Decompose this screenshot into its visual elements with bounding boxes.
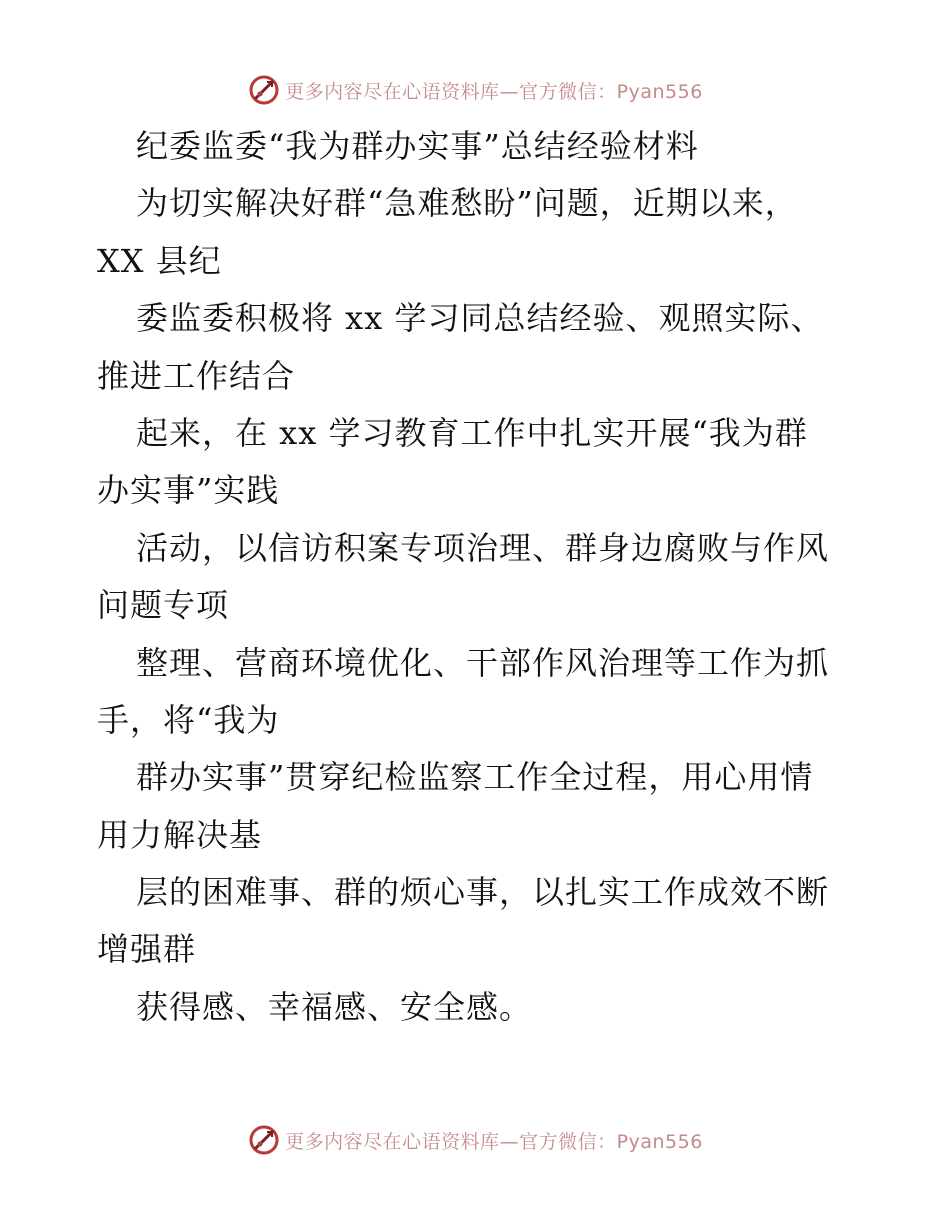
text-line: 办实事”实践 (97, 471, 280, 510)
text-line: 活动，以信访积案专项治理、群身边腐败与作风 (136, 528, 830, 567)
banner-text: 更多内容尽在心语资料库—官方微信：Pyan556 (285, 1130, 703, 1153)
text-line: 获得感、幸福感、安全感。 (136, 987, 533, 1026)
text-line: 推进工作结合 (97, 356, 296, 395)
text-line: 为切实解决好群“急难愁盼”问题，近期以来， (136, 184, 798, 223)
pen-circle-logo-icon (247, 73, 281, 107)
text-line: 群办实事”贯穿纪检监察工作全过程，用心用情 (136, 758, 814, 797)
text-line: 层的困难事、群的烦心事，以扎实工作成效不断 (136, 873, 830, 912)
footer-banner (0, 1120, 950, 1160)
text-line: 整理、营商环境优化、干部作风治理等工作为抓 (136, 643, 830, 682)
document-body (97, 118, 887, 1036)
text-line: 问题专项 (97, 586, 230, 625)
banner-text: 更多内容尽在心语资料库—官方微信：Pyan556 (285, 80, 703, 103)
header-banner (0, 70, 950, 110)
text-line: 纪委监委“我为群办实事”总结经验材料 (136, 127, 699, 165)
text-line: 增强群 (97, 930, 197, 969)
text-line: 委监委积极将 xx 学习同总结经验、观照实际、 (136, 299, 824, 338)
text-line: XX 县纪 (97, 241, 222, 280)
text-line: 用力解决基 (97, 815, 263, 854)
text-line: 手，将“我为 (97, 700, 280, 739)
text-line: 起来，在 xx 学习教育工作中扎实开展“我为群 (136, 413, 808, 452)
pen-circle-logo-icon (247, 1123, 281, 1157)
